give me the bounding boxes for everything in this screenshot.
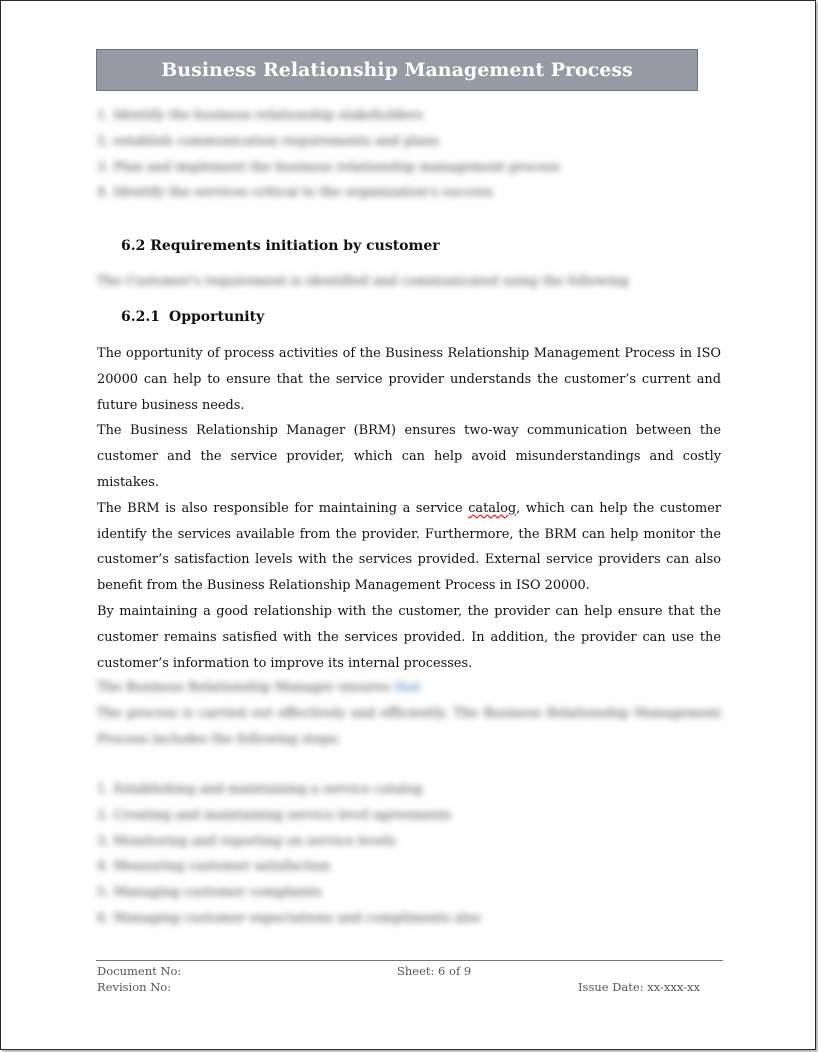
section-blurred-line: The Customer's requirement is identified and communicated using the following: [97, 274, 629, 289]
blurred-intro-list: [97, 103, 717, 206]
issue-date: Issue Date: xx-xxx-xx: [578, 980, 701, 994]
paragraph: The process is carried out effectively and efficiently. The Business Relationship Management Process includes the following steps:: [97, 705, 721, 747]
paragraph: By maintaining a good relationship with the customer, the provider can help ensure that the customer remains satisfied with the services provided. In addition, the provider can use the customer’s information to improve its internal processes.: [97, 603, 721, 671]
section-heading: 6.2 Requirements initiation by customer: [121, 238, 440, 254]
list-item: 1. Establishing and maintaining a service catalog: [97, 782, 423, 797]
sheet-number: Sheet: 6 of 9: [397, 964, 472, 978]
link[interactable]: that: [394, 680, 421, 695]
spellcheck-flagged-word: catalog: [468, 500, 517, 516]
list-item: 5. Managing customer complaints: [97, 885, 322, 901]
list-item: 2. Creating and maintaining service level agreements: [97, 807, 452, 823]
list-item: 2. establish communication requirements and plans: [97, 133, 440, 149]
paragraph: [97, 675, 721, 701]
blurred-paragraph: [97, 675, 721, 752]
body-text: [97, 341, 721, 676]
paragraph-text: The Business Relationship Manager ensures: [97, 680, 395, 695]
paragraph: The opportunity of process activities of the Business Relationship Management Process in ISO 20000 can help to ensure that the service provider understands the customer’s current and future business needs.: [97, 346, 721, 413]
list-item: 3. Plan and implement the business relationship management process: [97, 159, 560, 175]
paragraph-text: , which can help the customer identify the services available from the provider. Furthermore, the BRM can help monitor the customer’s satisfaction levels with the services provided. External service providers can also benefit from the Business Relationship Management Process in ISO 20000.: [97, 500, 721, 594]
subsection-title: Opportunity: [169, 309, 265, 325]
list-item: 1. Identify the business relationship stakeholders: [97, 108, 423, 123]
paragraph: The Business Relationship Manager (BRM) ensures two-way communication between the customer and the service provider, which can help avoid misunderstandings and costly mistakes.: [97, 423, 721, 490]
paragraph-text: The BRM is also responsible for maintaining a service: [97, 500, 469, 516]
document-no-label: Document No:: [97, 964, 182, 978]
page-title: Business Relationship Management Process: [161, 59, 633, 81]
page-footer: [97, 963, 723, 995]
paragraph: [97, 496, 721, 599]
list-item: 6. Managing customer expectations and compliments also: [97, 910, 481, 926]
blurred-steps-list: [97, 777, 717, 932]
title-banner: [96, 49, 698, 91]
list-item: 4. Identify the services critical to the organization's success: [97, 185, 493, 201]
subsection-number: 6.2.1: [121, 309, 160, 325]
subsection-heading: [121, 309, 264, 325]
footer-divider: [96, 960, 723, 961]
list-item: 4. Measuring customer satisfaction: [97, 859, 331, 875]
list-item: 3. Monitoring and reporting on service levels: [97, 833, 396, 849]
revision-no-label: Revision No:: [97, 980, 172, 994]
